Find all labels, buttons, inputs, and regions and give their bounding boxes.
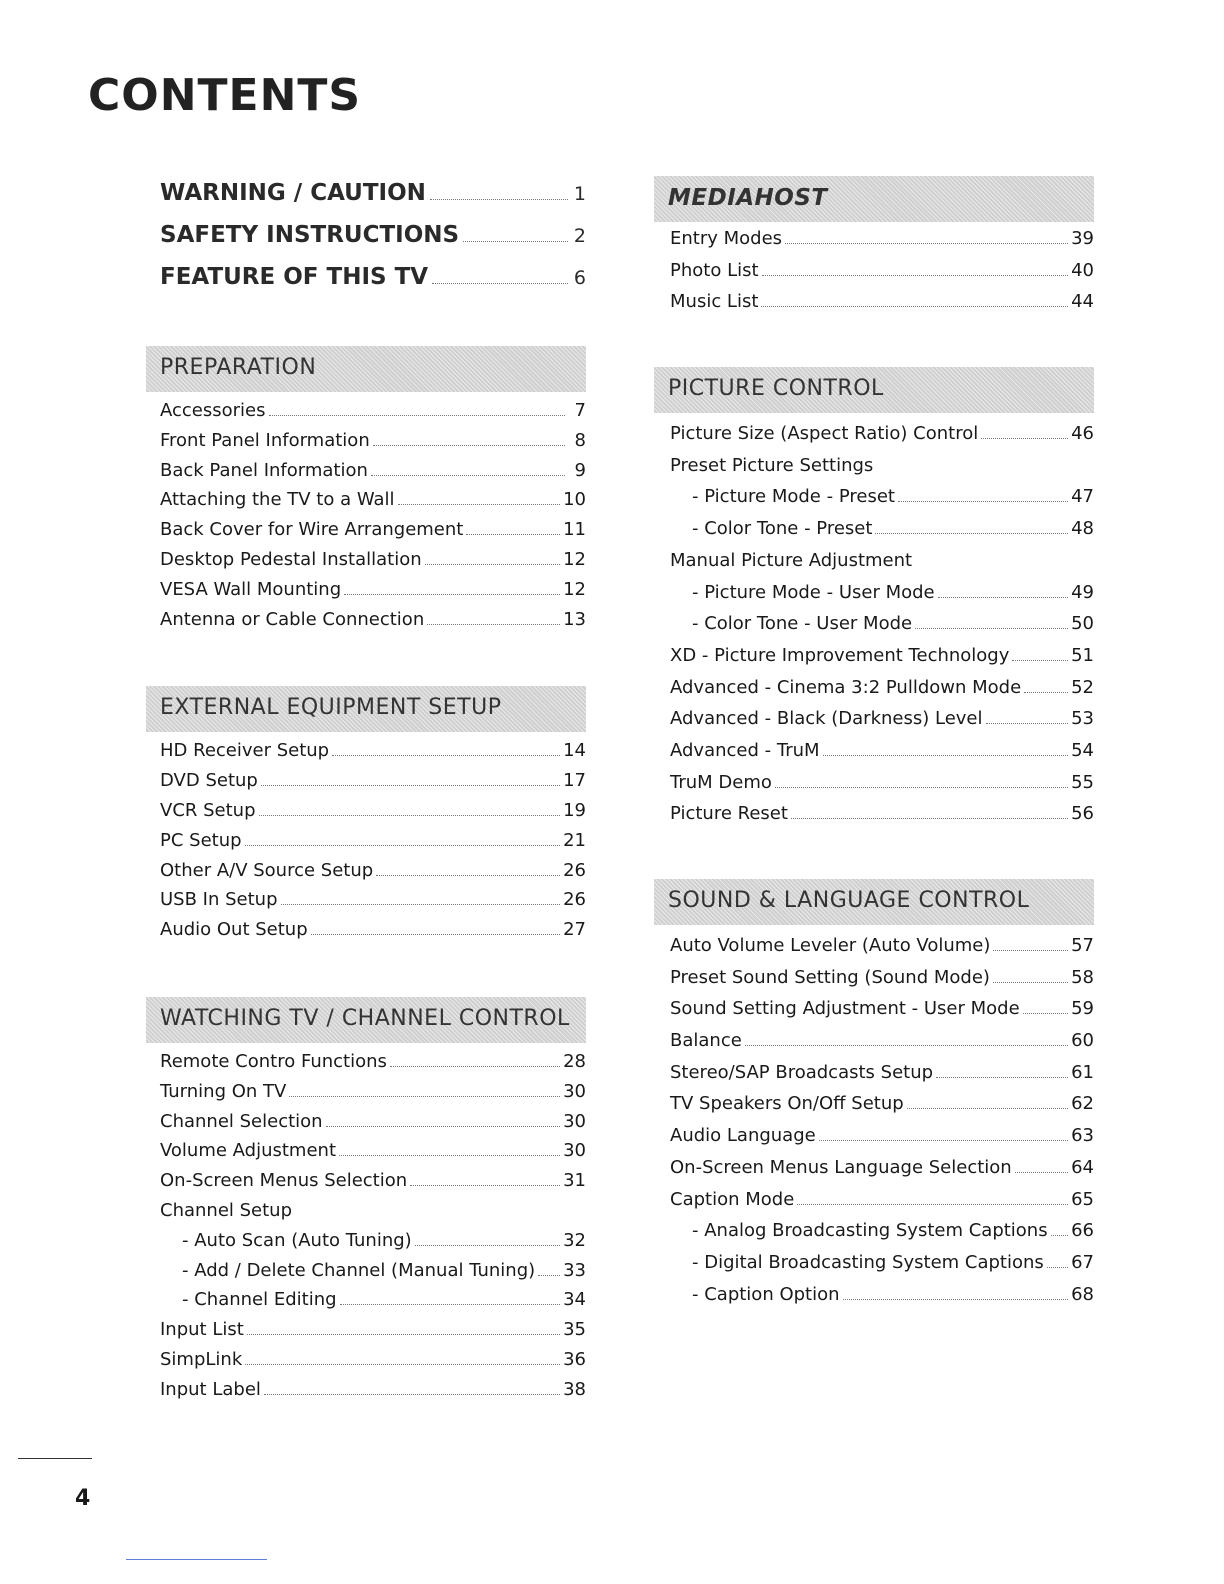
toc-entry[interactable] <box>670 1157 1094 1189</box>
toc-label: - Add / Delete Channel (Manual Tuning) <box>182 1259 536 1281</box>
leader-dots <box>415 1245 560 1246</box>
leader-dots <box>785 243 1068 244</box>
toc-page: 30 <box>563 1140 586 1162</box>
leader-dots <box>1047 1267 1068 1268</box>
toc-page: 47 <box>1071 486 1094 508</box>
toc-page: 19 <box>563 799 586 821</box>
toc-page: 35 <box>563 1319 586 1341</box>
toc-label: Back Panel Information <box>160 459 368 481</box>
toc-entry[interactable] <box>670 935 1094 967</box>
toc-page: 34 <box>563 1289 586 1311</box>
page-number: 4 <box>75 1486 91 1511</box>
toc-entry[interactable] <box>670 1125 1094 1157</box>
toc-page: 60 <box>1071 1030 1094 1052</box>
section-header-mediahost <box>654 176 1094 222</box>
toc-label: - Color Tone - User Mode <box>692 613 913 635</box>
toc-label: Entry Modes <box>670 228 783 249</box>
section-header-sound-language <box>654 879 1094 925</box>
toc-page: 51 <box>1071 644 1094 666</box>
toc-entry[interactable] <box>160 1260 586 1290</box>
section-header-watching-tv <box>146 997 586 1043</box>
leader-dots <box>398 504 561 505</box>
toc-page: 39 <box>1071 228 1094 249</box>
toc-page: 14 <box>563 740 586 762</box>
toc-entry[interactable] <box>670 740 1094 772</box>
leader-dots <box>1051 1235 1068 1236</box>
toc-entry[interactable] <box>160 1200 586 1230</box>
toc-page: 6 <box>573 267 586 289</box>
toc-entry[interactable] <box>160 889 586 919</box>
toc-page: 17 <box>563 770 586 792</box>
toc-page: 58 <box>1071 966 1094 988</box>
toc-label: HD Receiver Setup <box>160 740 330 762</box>
leader-dots <box>311 934 560 935</box>
toc-label: - Digital Broadcasting System Captions <box>692 1251 1044 1273</box>
leader-dots <box>762 275 1069 276</box>
toc-page: 1 <box>573 183 586 205</box>
toc-page: 12 <box>563 548 586 570</box>
toc-page: 56 <box>1071 803 1094 825</box>
section-entries <box>670 228 1094 323</box>
toc-label: Balance <box>670 1030 742 1052</box>
toc-label: Remote Contro Functions <box>160 1050 387 1072</box>
toc-label: Input Label <box>160 1378 261 1400</box>
toc-label: Back Cover for Wire Arrangement <box>160 519 464 541</box>
toc-label: Channel Setup <box>160 1199 293 1221</box>
toc-entry[interactable] <box>160 800 586 830</box>
leader-dots <box>1015 1172 1068 1173</box>
toc-entry[interactable] <box>670 260 1094 292</box>
toc-page: 38 <box>563 1378 586 1400</box>
toc-entry[interactable] <box>160 460 586 490</box>
section-title: WATCHING TV / CHANNEL CONTROL <box>160 1005 570 1031</box>
toc-page: 36 <box>563 1348 586 1370</box>
toc-label: Manual Picture Adjustment <box>670 549 913 571</box>
toc-label: On-Screen Menus Selection <box>160 1170 408 1192</box>
toc-page: 68 <box>1071 1283 1094 1305</box>
toc-label: USB In Setup <box>160 889 278 911</box>
section-entries <box>670 935 1094 1315</box>
leader-dots <box>1023 1013 1068 1014</box>
section-title: MEDIAHOST <box>668 185 828 211</box>
toc-entry[interactable] <box>670 423 1094 455</box>
leader-dots <box>915 628 1068 629</box>
toc-entry[interactable] <box>160 740 586 770</box>
toc-entry[interactable] <box>160 489 586 519</box>
toc-label: Picture Size (Aspect Ratio) Control <box>670 423 979 445</box>
toc-page: 27 <box>563 919 586 941</box>
leader-dots <box>993 950 1068 951</box>
toc-label: XD - Picture Improvement Technology <box>670 644 1010 666</box>
toc-entry[interactable] <box>670 772 1094 804</box>
toc-entry[interactable] <box>160 519 586 549</box>
section-title: SOUND & LANGUAGE CONTROL <box>668 888 1030 913</box>
toc-label: Advanced - Black (Darkness) Level <box>670 708 983 730</box>
toc-entry[interactable] <box>670 518 1094 550</box>
leader-dots <box>466 534 560 535</box>
toc-entry[interactable] <box>670 582 1094 614</box>
leader-dots <box>432 283 568 284</box>
toc-entry[interactable] <box>670 1252 1094 1284</box>
leader-dots <box>371 475 565 476</box>
toc-entry[interactable] <box>670 1062 1094 1094</box>
toc-entry[interactable] <box>670 613 1094 645</box>
toc-entry[interactable] <box>160 1289 586 1319</box>
toc-entry[interactable] <box>670 1030 1094 1062</box>
leader-dots <box>1024 692 1068 693</box>
leader-dots <box>269 415 566 416</box>
toc-entry[interactable] <box>160 609 586 639</box>
leader-dots <box>376 875 560 876</box>
toc-page: 50 <box>1071 613 1094 635</box>
section-title: EXTERNAL EQUIPMENT SETUP <box>160 695 502 721</box>
leader-dots <box>761 306 1068 307</box>
toc-entry[interactable] <box>670 1093 1094 1125</box>
section-entries <box>160 740 586 949</box>
toc-entry[interactable] <box>160 830 586 860</box>
toc-page: 52 <box>1071 676 1094 698</box>
leader-dots <box>245 845 561 846</box>
toc-page: 64 <box>1071 1156 1094 1178</box>
leader-dots <box>261 785 560 786</box>
leader-dots <box>907 1108 1068 1109</box>
toc-entry[interactable] <box>670 708 1094 740</box>
leader-dots <box>898 501 1068 502</box>
toc-page: 21 <box>563 829 586 851</box>
toc-entry[interactable] <box>160 1051 586 1081</box>
toc-label: Stereo/SAP Broadcasts Setup <box>670 1061 934 1083</box>
toc-entry[interactable] <box>670 1220 1094 1252</box>
leader-dots <box>281 904 561 905</box>
toc-page: 61 <box>1071 1061 1094 1083</box>
leader-dots <box>875 533 1068 534</box>
toc-label: FEATURE OF THIS TV <box>160 264 429 290</box>
left-column <box>160 180 586 1409</box>
leader-dots <box>339 1155 560 1156</box>
leader-dots <box>430 199 568 200</box>
leader-dots <box>340 1304 561 1305</box>
section-entries <box>160 400 586 638</box>
toc-entry[interactable] <box>160 549 586 579</box>
toc-entry[interactable] <box>160 1319 586 1349</box>
toc-label: Caption Mode <box>670 1188 795 1210</box>
toc-label: Photo List <box>670 259 759 281</box>
toc-entry[interactable] <box>160 1170 586 1200</box>
toc-label: VCR Setup <box>160 799 256 821</box>
toc-page: 57 <box>1071 935 1094 956</box>
toc-label: Desktop Pedestal Installation <box>160 548 422 570</box>
toc-label: Advanced - Cinema 3:2 Pulldown Mode <box>670 676 1022 698</box>
toc-label: Other A/V Source Setup <box>160 859 374 881</box>
toc-page: 67 <box>1071 1251 1094 1273</box>
toc-label: Turning On TV <box>160 1080 287 1102</box>
toc-page: 10 <box>563 489 586 511</box>
toc-entry[interactable] <box>160 919 586 949</box>
toc-label: Attaching the TV to a Wall <box>160 489 395 511</box>
toc-entry[interactable] <box>160 1140 586 1170</box>
leader-dots <box>791 818 1068 819</box>
toc-page: 48 <box>1071 518 1094 540</box>
leader-dots <box>823 755 1069 756</box>
section-header-preparation <box>146 346 586 392</box>
toc-label: TV Speakers On/Off Setup <box>670 1093 904 1115</box>
leader-dots <box>264 1394 560 1395</box>
toc-entry[interactable] <box>670 455 1094 487</box>
toc-label: Channel Selection <box>160 1110 323 1132</box>
toc-page: 30 <box>563 1110 586 1132</box>
section-entries <box>160 1051 586 1409</box>
toc-page: 59 <box>1071 998 1094 1020</box>
toc-label: Preset Sound Setting (Sound Mode) <box>670 966 990 988</box>
leader-dots <box>938 597 1068 598</box>
toc-entry[interactable] <box>670 291 1094 323</box>
toc-page: 65 <box>1071 1188 1094 1210</box>
toc-label: Front Panel Information <box>160 429 370 451</box>
toc-label: - Analog Broadcasting System Captions <box>692 1220 1048 1242</box>
toc-label: TruM Demo <box>670 771 772 793</box>
section-title: PREPARATION <box>160 355 317 380</box>
toc-label: DVD Setup <box>160 770 258 792</box>
toc-entry[interactable] <box>670 486 1094 518</box>
leader-dots <box>373 445 565 446</box>
toc-label: - Channel Editing <box>182 1289 337 1311</box>
toc-page: 54 <box>1071 739 1094 761</box>
leader-dots <box>745 1045 1068 1046</box>
toc-label: Audio Out Setup <box>160 919 308 941</box>
toc-entry[interactable] <box>160 1230 586 1260</box>
leader-dots <box>797 1204 1068 1205</box>
toc-entry[interactable] <box>160 860 586 890</box>
leader-dots <box>1012 660 1068 661</box>
section-header-picture-control <box>654 367 1094 413</box>
toc-label: WARNING / CAUTION <box>160 180 426 206</box>
toc-page: 11 <box>563 519 586 541</box>
toc-label: - Auto Scan (Auto Tuning) <box>182 1229 412 1251</box>
toc-label: SAFETY INSTRUCTIONS <box>160 222 460 248</box>
toc-page: 53 <box>1071 708 1094 730</box>
toc-entry[interactable] <box>160 400 586 430</box>
leader-dots <box>993 982 1068 983</box>
leader-dots <box>427 624 560 625</box>
toc-page: 66 <box>1071 1220 1094 1242</box>
footer-rule <box>18 1458 92 1459</box>
page-title: CONTENTS <box>88 70 362 121</box>
toc-entry[interactable] <box>160 1349 586 1379</box>
toc-page: 33 <box>563 1259 586 1281</box>
leader-dots <box>819 1140 1068 1141</box>
section-title: PICTURE CONTROL <box>668 376 884 402</box>
toc-entry[interactable] <box>160 1081 586 1111</box>
leader-dots <box>986 723 1069 724</box>
leader-dots <box>259 815 561 816</box>
toc-label: PC Setup <box>160 829 242 851</box>
leader-dots <box>425 564 560 565</box>
leader-dots <box>245 1364 560 1365</box>
toc-label: VESA Wall Mounting <box>160 578 342 600</box>
toc-page: 9 <box>574 459 586 481</box>
toc-label: Preset Picture Settings <box>670 454 874 476</box>
leader-dots <box>981 438 1068 439</box>
toc-label: - Caption Option <box>692 1283 840 1305</box>
leader-dots <box>843 1299 1069 1300</box>
toc-top-item[interactable] <box>160 264 586 306</box>
toc-label: Audio Language <box>670 1125 816 1147</box>
toc-entry[interactable] <box>160 579 586 609</box>
toc-page: 8 <box>574 429 586 451</box>
toc-page: 30 <box>563 1080 586 1102</box>
toc-page: 46 <box>1071 423 1094 445</box>
toc-page: 40 <box>1071 259 1094 281</box>
leader-dots <box>332 755 560 756</box>
toc-label: On-Screen Menus Language Selection <box>670 1156 1012 1178</box>
right-column <box>670 176 1094 1315</box>
toc-entry[interactable] <box>160 1379 586 1409</box>
toc-label: Advanced - TruM <box>670 739 820 761</box>
toc-page: 28 <box>563 1050 586 1072</box>
toc-entry[interactable] <box>160 770 586 800</box>
toc-entry[interactable] <box>670 645 1094 677</box>
toc-page: 49 <box>1071 581 1094 603</box>
leader-dots <box>410 1185 560 1186</box>
toc-top-item[interactable] <box>160 180 586 222</box>
toc-entry[interactable] <box>670 1284 1094 1316</box>
toc-entry[interactable] <box>160 1111 586 1141</box>
leader-dots <box>247 1334 560 1335</box>
toc-page: 2 <box>573 225 586 247</box>
toc-label: Auto Volume Leveler (Auto Volume) <box>670 935 991 956</box>
toc-page: 63 <box>1071 1125 1094 1147</box>
toc-page: 12 <box>563 578 586 600</box>
toc-page: 26 <box>563 889 586 911</box>
leader-dots <box>936 1077 1068 1078</box>
toc-label: Antenna or Cable Connection <box>160 608 425 630</box>
toc-label: Music List <box>670 291 759 313</box>
toc-label: Sound Setting Adjustment - User Mode <box>670 998 1020 1020</box>
toc-top-item[interactable] <box>160 222 586 264</box>
toc-entry[interactable] <box>670 228 1094 260</box>
toc-page: 31 <box>563 1170 586 1192</box>
toc-label: SimpLink <box>160 1348 243 1370</box>
toc-entry[interactable] <box>160 430 586 460</box>
toc-entry[interactable] <box>670 998 1094 1030</box>
toc-page: 13 <box>563 608 586 630</box>
leader-dots <box>289 1096 560 1097</box>
leader-dots <box>326 1126 561 1127</box>
section-entries <box>670 423 1094 835</box>
toc-label: Picture Reset <box>670 803 788 825</box>
toc-label: Input List <box>160 1319 244 1341</box>
toc-entry[interactable] <box>670 550 1094 582</box>
toc-label: - Color Tone - Preset <box>692 518 873 540</box>
toc-page: 32 <box>563 1229 586 1251</box>
leader-dots <box>538 1275 560 1276</box>
toc-page: 26 <box>563 859 586 881</box>
toc-entry[interactable] <box>670 967 1094 999</box>
leader-dots <box>390 1066 560 1067</box>
bottom-link-line <box>126 1559 267 1560</box>
leader-dots <box>463 241 568 242</box>
toc-entry[interactable] <box>670 677 1094 709</box>
toc-page: 7 <box>574 400 586 421</box>
toc-page: 62 <box>1071 1093 1094 1115</box>
toc-label: - Picture Mode - Preset <box>692 486 895 508</box>
leader-dots <box>344 594 560 595</box>
toc-label: Volume Adjustment <box>160 1140 337 1162</box>
toc-label: Accessories <box>160 400 266 421</box>
toc-entry[interactable] <box>670 1189 1094 1221</box>
toc-page: 44 <box>1071 291 1094 313</box>
section-header-external-equipment <box>146 686 586 732</box>
toc-label: - Picture Mode - User Mode <box>692 581 935 603</box>
toc-page: 55 <box>1071 771 1094 793</box>
leader-dots <box>775 787 1068 788</box>
toc-entry[interactable] <box>670 803 1094 835</box>
